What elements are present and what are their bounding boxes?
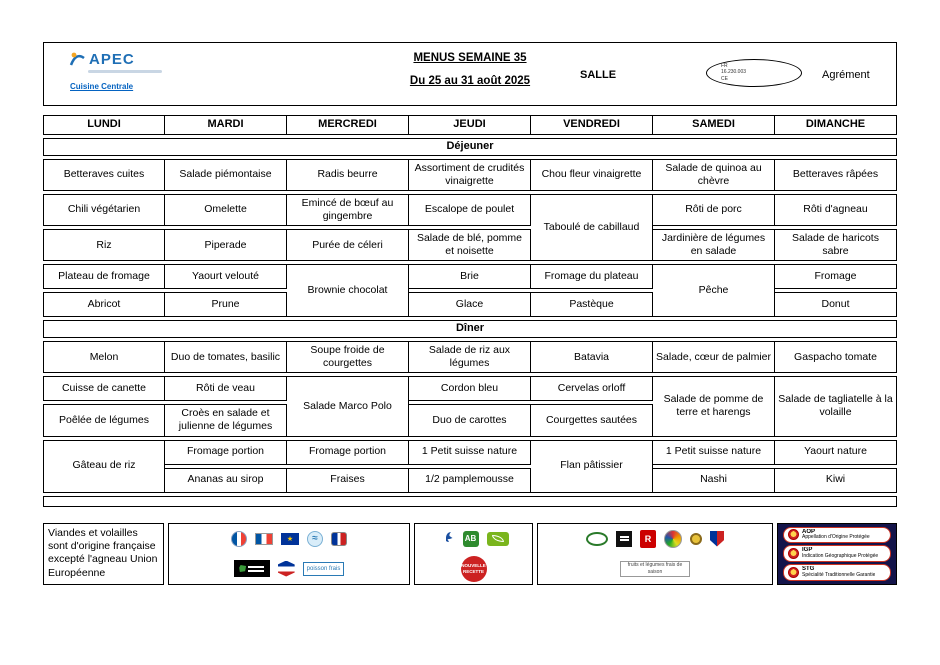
menu-cell: Plateau de fromage [43, 264, 165, 289]
section-title-diner: Dîner [43, 320, 897, 338]
origin-statement-box: Viandes et volailles sont d'origine française excepté l'agneau Union Européenne [43, 523, 164, 585]
menu-cell: Riz [43, 229, 165, 261]
weekly-menu-table [43, 112, 897, 510]
igp-seal-icon [788, 548, 799, 559]
menu-cell: Fromage du plateau [531, 264, 653, 289]
menu-cell: Betteraves râpées [775, 159, 897, 191]
multicolor-circle-seal-icon [664, 530, 682, 548]
footer-logos-france [168, 523, 410, 585]
menu-cell: Kiwi [775, 468, 897, 493]
menu-cell: Escalope de poulet [409, 194, 531, 226]
menu-cell: Poêlée de légumes [43, 404, 165, 436]
menu-cell: Fromage portion [287, 440, 409, 465]
viande-bovine-francaise-icon [234, 560, 270, 577]
document-content [43, 42, 897, 585]
peche-durable-icon [307, 531, 323, 547]
menu-cell: Croès en salade et julienne de légumes [165, 404, 287, 436]
section-title-dejeuner: Déjeuner [43, 138, 897, 156]
aop-label: Appellation d'Origine Protégée [802, 534, 870, 541]
leaf-shape [492, 535, 504, 542]
menu-cell: Pêche [653, 264, 775, 317]
menu-cell: Melon [43, 341, 165, 373]
text-bars [248, 566, 264, 568]
menu-cell: Flan pâtissier [531, 440, 653, 493]
menu-cell: Cervelas orloff [531, 376, 653, 401]
empty-strip-row [43, 496, 897, 507]
logo-text: APEC [89, 50, 135, 68]
menu-cell: Glace [409, 292, 531, 317]
menu-cell: Salade de quinoa au chèvre [653, 159, 775, 191]
diner-fromage-row [43, 440, 897, 465]
label-rouge-icon: R [640, 530, 656, 548]
agriculture-biologique-ab-icon: AB [463, 531, 479, 547]
aop-seal-icon [788, 529, 799, 540]
dejeuner-entree-row [43, 159, 897, 191]
agrement-label: Agrément [822, 69, 870, 81]
menu-cell: Pastèque [531, 292, 653, 317]
empty-strip [43, 496, 897, 507]
menu-cell: Salade Marco Polo [287, 376, 409, 436]
menu-cell: Rôti de porc [653, 194, 775, 226]
diner-entree-row [43, 341, 897, 373]
menu-cell: Cordon bleu [409, 376, 531, 401]
menu-cell: Prune [165, 292, 287, 317]
viande-de-france-hexagon-icon [278, 561, 295, 577]
aop-abbr: AOP [802, 528, 816, 535]
france-map-icon [239, 565, 246, 572]
menu-cell: Taboulé de cabillaud [531, 194, 653, 262]
poisson-frais-label: poisson frais [303, 562, 345, 576]
menu-cell: Salade de pomme de terre et harengs [653, 376, 775, 436]
day-header-mercredi: MERCREDI [287, 115, 409, 135]
footer-labels-band [43, 523, 897, 585]
menu-cell: Nashi [653, 468, 775, 493]
dejeuner-fromage-row [43, 264, 897, 289]
menu-cell: 1/2 pamplemousse [409, 468, 531, 493]
menu-cell: 1 Petit suisse nature [653, 440, 775, 465]
nouvelle-recette-badge: NOUVELLE RECETTE [461, 556, 487, 582]
menu-cell: Salade, cœur de palmier [653, 341, 775, 373]
menu-cell: Brie [409, 264, 531, 289]
eu-flag-icon [281, 533, 299, 545]
diner-plat-row [43, 376, 897, 401]
pavillon-france-icon [331, 532, 347, 546]
bleu-blanc-coeur-icon [231, 531, 247, 547]
menu-cell: Rôti de veau [165, 376, 287, 401]
france-flag-icon [255, 533, 273, 545]
igp-badge [783, 545, 891, 562]
menu-cell: Gaspacho tomate [775, 341, 897, 373]
stg-badge [783, 564, 891, 581]
igp-label: Indication Géographique Protégée [802, 553, 879, 560]
day-header-samedi: SAMEDI [653, 115, 775, 135]
menu-cell: Yaourt nature [775, 440, 897, 465]
document-header [43, 42, 897, 106]
menu-cell: Chili végétarien [43, 194, 165, 226]
menu-cell: Piperade [165, 229, 287, 261]
menu-cell: Cuisse de canette [43, 376, 165, 401]
black-square-logo-icon [616, 531, 632, 547]
day-header-row [43, 115, 897, 135]
menu-cell: Donut [775, 292, 897, 317]
menu-date-range: Du 25 au 31 août 2025 [409, 75, 531, 87]
menu-cell: Brownie chocolat [287, 264, 409, 317]
menu-cell: Radis beurre [287, 159, 409, 191]
aop-badge [783, 527, 891, 544]
dejeuner-plat-row [43, 194, 897, 226]
logo-tagline-bar [88, 70, 162, 73]
menu-cell: Fraises [287, 468, 409, 493]
stg-seal-icon [788, 567, 799, 578]
menu-cell: Salade de blé, pomme et noisette [409, 229, 531, 261]
cuisine-centrale-link[interactable]: Cuisine Centrale [70, 82, 134, 91]
gold-mini-seal-icon [690, 533, 702, 545]
menu-cell: 1 Petit suisse nature [409, 440, 531, 465]
menu-cell: Fromage portion [165, 440, 287, 465]
menu-cell: Salade de haricots sabre [775, 229, 897, 261]
menu-cell: Courgettes sautées [531, 404, 653, 436]
fruits-legumes-saison-label: fruits et légumes frais de saison [620, 561, 690, 577]
day-header-mardi: MARDI [165, 115, 287, 135]
footer-logos-quality [537, 523, 773, 585]
menu-cell: Fromage [775, 264, 897, 289]
volaille-francaise-rooster-icon [439, 530, 455, 547]
menu-cell: Abricot [43, 292, 165, 317]
menu-cell: Yaourt velouté [165, 264, 287, 289]
dejeuner-accompagnement-row [43, 229, 897, 261]
menu-cell: Omelette [165, 194, 287, 226]
menu-cell: Salade de tagliatelle à la volaille [775, 376, 897, 436]
apec-logo-block [68, 50, 198, 94]
menu-cell: Purée de céleri [287, 229, 409, 261]
day-header-jeudi: JEUDI [409, 115, 531, 135]
igp-abbr: IGP [802, 547, 813, 554]
menu-cell: Batavia [531, 341, 653, 373]
menu-cell: Salade de riz aux légumes [409, 341, 531, 373]
menu-cell: Rôti d'agneau [775, 194, 897, 226]
stg-abbr: STG [802, 566, 815, 573]
sanitary-stamp-oval [706, 59, 802, 87]
blue-red-shield-icon [710, 531, 724, 547]
menu-cell: Assortiment de crudités vinaigrette [409, 159, 531, 191]
stamp-line: CE [721, 75, 728, 82]
menu-cell: Chou fleur vinaigrette [531, 159, 653, 191]
title-block [410, 52, 530, 87]
apec-swoosh-icon [68, 50, 86, 68]
day-header-lundi: LUNDI [43, 115, 165, 135]
green-oval-seal-icon [586, 532, 608, 546]
stamp-line: FR [721, 63, 728, 69]
menu-cell: Ananas au sirop [165, 468, 287, 493]
menu-cell: Jardinière de légumes en salade [653, 229, 775, 261]
menu-cell: Salade piémontaise [165, 159, 287, 191]
menu-cell: Emincé de bœuf au gingembre [287, 194, 409, 226]
protected-designation-badges [777, 523, 897, 585]
diner-banner-row [43, 320, 897, 338]
stg-label: Spécialité Traditionnelle Garantie [802, 571, 876, 578]
menu-cell: Duo de carottes [409, 404, 531, 436]
menu-cell: Duo de tomates, basilic [165, 341, 287, 373]
menu-title: MENUS SEMAINE 35 [413, 52, 527, 64]
menu-cell: Soupe froide de courgettes [287, 341, 409, 373]
menu-cell: Gâteau de riz [43, 440, 165, 493]
eu-organic-leaf-icon [487, 532, 509, 546]
day-header-dimanche: DIMANCHE [775, 115, 897, 135]
dejeuner-banner-row [43, 138, 897, 156]
menu-cell: Betteraves cuites [43, 159, 165, 191]
footer-logos-bio [414, 523, 533, 585]
day-header-vendredi: VENDREDI [531, 115, 653, 135]
salle-label: SALLE [580, 69, 617, 81]
diner-dessert-row [43, 468, 897, 493]
stamp-line: 16.230.003 [721, 69, 747, 76]
